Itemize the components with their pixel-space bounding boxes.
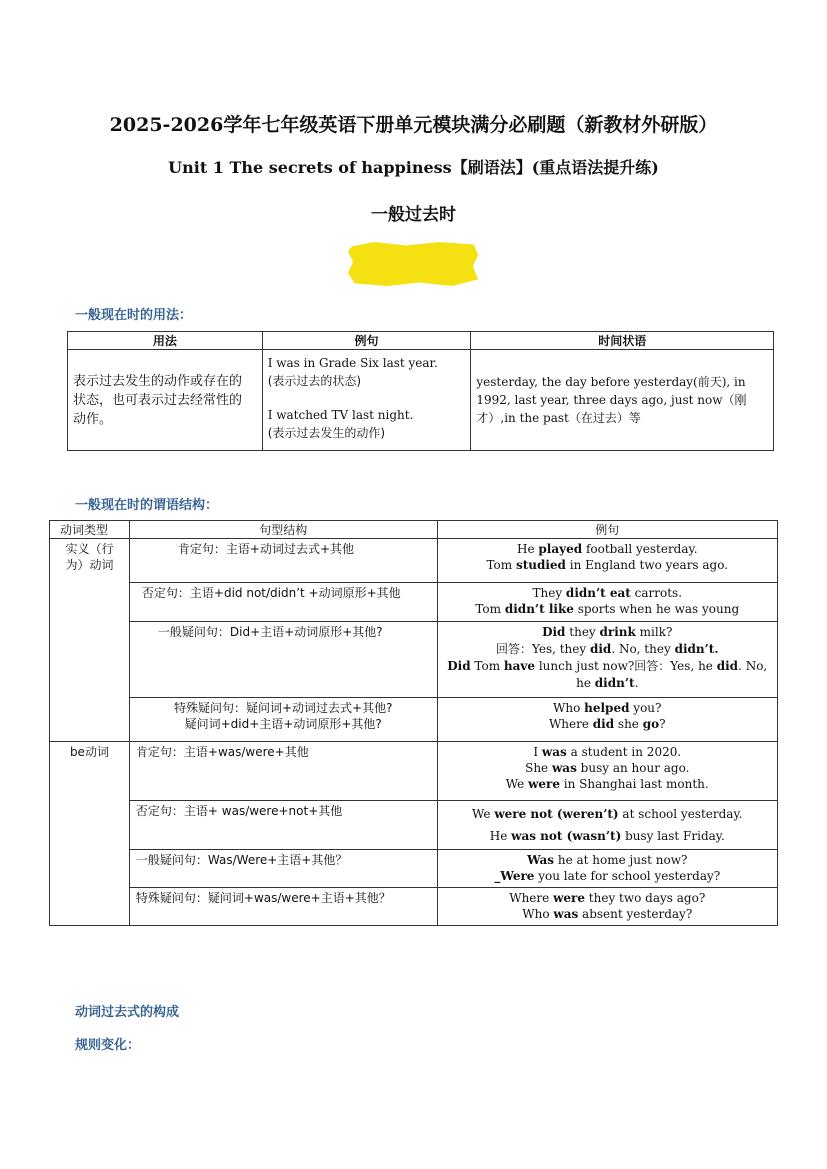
examples-negative: They didn’t eat carrots. Tom didn’t like sports when he was young bbox=[437, 583, 777, 622]
example-2: I watched TV last night. bbox=[267, 408, 414, 422]
struct-be-yes-no-question: 一般疑问句：Was/Were+主语+其他？ bbox=[129, 850, 437, 888]
examples-be-wh-question: Where were they two days ago? Who was absent yesterday? bbox=[437, 888, 777, 926]
examples-affirmative: He played football yesterday. Tom studied in England two years ago. bbox=[437, 539, 777, 583]
action-verb-label: 实义（行为）动词 bbox=[50, 539, 130, 742]
col-header-time: 时间状语 bbox=[471, 332, 774, 350]
usage-text: 表示过去发生的动作或存在的状态，也可表示过去经常性的动作。 bbox=[68, 350, 263, 451]
document-title: 2025-2026学年七年级英语下册单元模块满分必刷题（新教材外研版） bbox=[109, 114, 718, 136]
examples-be-affirmative: I was a student in 2020. She was busy an hour ago. We were in Shanghai last month. bbox=[437, 742, 777, 801]
col-header-example: 例句 bbox=[262, 332, 471, 350]
time-adverbs: yesterday, the day before yesterday(前天), in 1992, last year, three days ago, just now（刚才）,in the past（在过去）等 bbox=[471, 350, 774, 451]
struct-negative: 否定句：主语+did not/didn’t +动词原形+其他 bbox=[129, 583, 437, 622]
col-header-examples: 例句 bbox=[437, 521, 777, 539]
topic-title: 一般过去时 bbox=[371, 205, 456, 225]
structure-heading: 一般现在时的谓语结构： bbox=[75, 498, 219, 513]
examples-be-negative: We were not (weren’t) at school yesterday. He was not (wasn’t) busy last Friday. bbox=[437, 801, 777, 850]
usage-heading: 一般现在时的用法： bbox=[75, 308, 193, 323]
be-verb-label: be动词 bbox=[50, 742, 130, 926]
struct-affirmative: 肯定句：主语+动词过去式+其他 bbox=[129, 539, 437, 583]
example-1: I was in Grade Six last year. bbox=[267, 356, 438, 370]
document-subtitle: Unit 1 The secrets of happiness【刷语法】(重点语法提升练) bbox=[168, 158, 659, 177]
example-1-note: (表示过去的状态) bbox=[267, 374, 362, 388]
examples-wh-question: Who helped you? Where did she go? bbox=[437, 698, 777, 742]
col-header-verb-type: 动词类型 bbox=[50, 521, 130, 539]
examples-be-yes-no-question: Was he at home just now? _Were you late for school yesterday? bbox=[437, 850, 777, 888]
regular-change-heading: 规则变化： bbox=[75, 1038, 141, 1053]
struct-be-negative: 否定句：主语+ was/were+not+其他 bbox=[129, 801, 437, 850]
col-header-usage: 用法 bbox=[68, 332, 263, 350]
usage-table bbox=[67, 331, 774, 451]
struct-be-wh-question: 特殊疑问句：疑问词+was/were+主语+其他？ bbox=[129, 888, 437, 926]
examples-yes-no-question: Did they drink milk? 回答：Yes, they did. No, they didn’t. Did Tom have lunch just now?回答：Yes, he did. No, he didn’t. bbox=[437, 622, 777, 698]
example-2-note: (表示过去发生的动作) bbox=[267, 426, 386, 440]
struct-wh-question: 特殊疑问句：疑问词+动词过去式+其他? 疑问词+did+主语+动词原形+其他? bbox=[129, 698, 437, 742]
structure-table bbox=[49, 520, 778, 926]
struct-be-affirmative: 肯定句：主语+was/were+其他 bbox=[129, 742, 437, 801]
struct-yes-no-question: 一般疑问句：Did+主语+动词原形+其他? bbox=[129, 622, 437, 698]
past-form-heading: 动词过去式的构成 bbox=[75, 1005, 180, 1020]
highlight-marker bbox=[348, 242, 478, 286]
col-header-structure: 句型结构 bbox=[129, 521, 437, 539]
example-cell bbox=[262, 350, 471, 451]
